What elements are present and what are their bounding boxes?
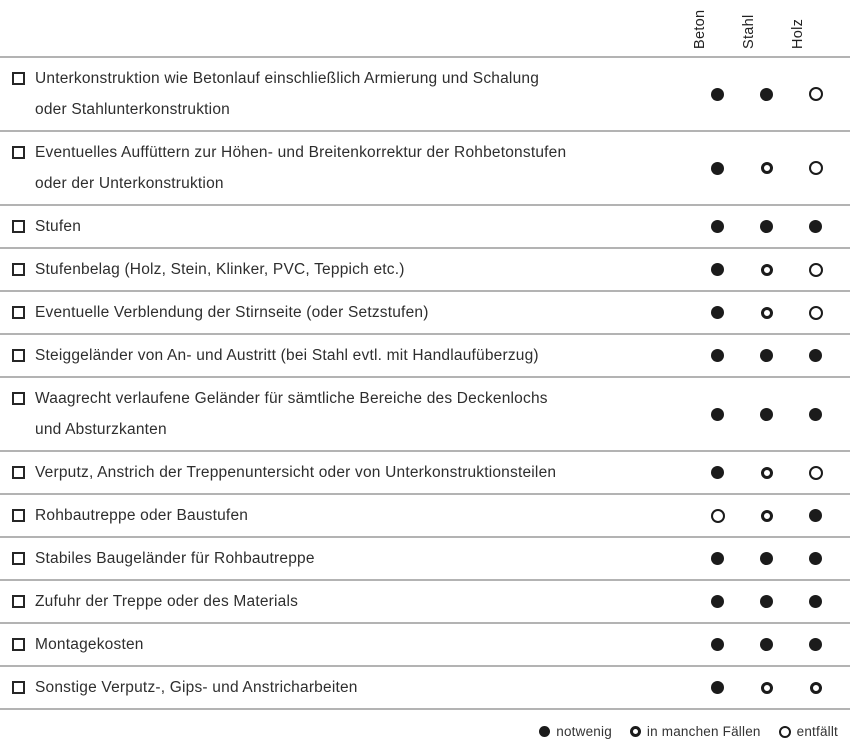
item-label-cell: [12, 543, 693, 574]
mark-cell-stahl: [742, 638, 791, 651]
item-label-cell: [12, 457, 693, 488]
notwendig-marker-icon: [809, 220, 822, 233]
item-label: [35, 586, 298, 617]
legend-label: in manchen Fällen: [646, 724, 761, 739]
table-row: [0, 493, 850, 536]
item-label-cell: [12, 340, 693, 371]
notwendig-marker-icon: [809, 349, 822, 362]
item-checkbox[interactable]: [12, 392, 25, 405]
item-marks: [693, 161, 840, 175]
item-label-cell: [12, 672, 693, 703]
table-row: [0, 622, 850, 665]
mark-cell-stahl: [742, 466, 791, 480]
item-marks: [693, 595, 840, 608]
legend-label: notwenig: [556, 724, 612, 739]
table-row: [0, 376, 850, 450]
mark-cell-beton: [693, 220, 742, 233]
item-marks: [693, 552, 840, 565]
entfaellt-marker-icon: [809, 161, 823, 175]
mark-cell-beton: [693, 466, 742, 480]
item-label: [35, 383, 548, 445]
mark-cell-stahl: [742, 681, 791, 694]
mark-cell-beton: [693, 161, 742, 175]
item-label-line: oder Stahlunterkonstruktion: [35, 101, 230, 118]
item-checkbox[interactable]: [12, 552, 25, 565]
notwendig-marker-icon: [711, 638, 724, 651]
mark-cell-holz: [791, 552, 840, 565]
manche-marker-icon: [761, 307, 773, 319]
mark-cell-stahl: [742, 408, 791, 421]
item-checkbox[interactable]: [12, 220, 25, 233]
item-checkbox[interactable]: [12, 72, 25, 85]
item-checkbox[interactable]: [12, 595, 25, 608]
notwendig-marker-icon: [760, 638, 773, 651]
entfaellt-marker-icon: [809, 263, 823, 277]
notwendig-marker-icon: [711, 88, 724, 101]
item-label: [35, 672, 358, 703]
notwendig-marker-icon: [539, 726, 550, 737]
item-marks: [693, 349, 840, 362]
notwendig-marker-icon: [711, 595, 724, 608]
item-label-cell: [12, 500, 693, 531]
item-marks: [693, 681, 840, 694]
table-row: [0, 450, 850, 493]
mark-cell-beton: [693, 509, 742, 523]
item-label-cell: [12, 383, 693, 445]
item-marks: [693, 87, 840, 101]
item-label-line: Eventuelles Auffüttern zur Höhen- und Breitenkorrektur der Rohbetonstufen: [35, 144, 567, 161]
table-row: [0, 130, 850, 204]
item-label-line: Stufen: [35, 218, 82, 235]
notwendig-marker-icon: [760, 88, 773, 101]
mark-cell-holz: [791, 638, 840, 651]
table-row: [0, 536, 850, 579]
table-row: [0, 56, 850, 130]
mark-cell-holz: [791, 87, 840, 101]
mark-cell-stahl: [742, 87, 791, 101]
item-checkbox[interactable]: [12, 681, 25, 694]
notwendig-marker-icon: [760, 220, 773, 233]
legend-label: entfällt: [796, 724, 838, 739]
table-row: [0, 665, 850, 710]
notwendig-marker-icon: [809, 408, 822, 421]
entfaellt-marker-icon: [809, 466, 823, 480]
mark-cell-holz: [791, 263, 840, 277]
item-checkbox[interactable]: [12, 638, 25, 651]
mark-cell-holz: [791, 681, 840, 694]
item-label: [35, 457, 556, 488]
notwendig-marker-icon: [760, 408, 773, 421]
table-row: [0, 333, 850, 376]
item-label-cell: [12, 297, 693, 328]
item-label-line: und Absturzkanten: [35, 421, 167, 438]
item-checkbox[interactable]: [12, 146, 25, 159]
item-checkbox[interactable]: [12, 306, 25, 319]
item-label-line: Zufuhr der Treppe oder des Materials: [35, 593, 299, 610]
item-marks: [693, 509, 840, 523]
mark-cell-beton: [693, 408, 742, 421]
notwendig-marker-icon: [711, 220, 724, 233]
item-label-cell: [12, 254, 693, 285]
mark-cell-stahl: [742, 220, 791, 233]
mark-cell-beton: [693, 349, 742, 362]
item-label-line: Waagrecht verlaufene Geländer für sämtliche Bereiche des Deckenlochs: [35, 390, 548, 407]
item-label-line: Stufenbelag (Holz, Stein, Klinker, PVC, Teppich etc.): [35, 261, 405, 278]
mark-cell-holz: [791, 408, 840, 421]
mark-cell-stahl: [742, 161, 791, 175]
mark-cell-beton: [693, 87, 742, 101]
manche-marker-icon: [761, 467, 773, 479]
entfaellt-marker-icon: [809, 306, 823, 320]
item-label-line: Unterkonstruktion wie Betonlauf einschließlich Armierung und Schalung: [35, 70, 540, 87]
manche-marker-icon: [761, 682, 773, 694]
item-marks: [693, 408, 840, 421]
table-row: [0, 290, 850, 333]
entfaellt-marker-icon: [779, 726, 791, 738]
notwendig-marker-icon: [760, 595, 773, 608]
mark-cell-holz: [791, 509, 840, 523]
item-label: [35, 340, 539, 371]
notwendig-marker-icon: [760, 349, 773, 362]
item-checkbox[interactable]: [12, 263, 25, 276]
notwendig-marker-icon: [711, 349, 724, 362]
item-label-line: Rohbautreppe oder Baustufen: [35, 507, 249, 524]
column-header-holz: Holz: [790, 18, 806, 49]
item-label-cell: [12, 586, 693, 617]
column-header-stahl: Stahl: [741, 14, 757, 49]
notwendig-marker-icon: [711, 681, 724, 694]
mark-cell-beton: [693, 595, 742, 608]
item-marks: [693, 638, 840, 651]
item-label: [35, 629, 144, 660]
table-row: [0, 204, 850, 247]
notwendig-marker-icon: [711, 552, 724, 565]
item-marks: [693, 306, 840, 320]
entfaellt-marker-icon: [711, 509, 725, 523]
mark-cell-holz: [791, 349, 840, 362]
entfaellt-marker-icon: [809, 87, 823, 101]
mark-cell-beton: [693, 306, 742, 320]
notwendig-marker-icon: [711, 408, 724, 421]
mark-cell-beton: [693, 638, 742, 651]
mark-cell-stahl: [742, 349, 791, 362]
legend: [0, 710, 850, 739]
legend-item: [630, 724, 761, 739]
item-checkbox[interactable]: [12, 509, 25, 522]
checklist-rows: [0, 56, 850, 710]
item-label-cell: [12, 137, 693, 199]
manche-marker-icon: [810, 682, 822, 694]
notwendig-marker-icon: [809, 595, 822, 608]
item-label-line: Sonstige Verputz-, Gips- und Anstricharbeiten: [35, 679, 358, 696]
item-label-line: oder der Unterkonstruktion: [35, 175, 224, 192]
mark-cell-holz: [791, 595, 840, 608]
notwendig-marker-icon: [711, 306, 724, 319]
notwendig-marker-icon: [809, 638, 822, 651]
mark-cell-stahl: [742, 552, 791, 565]
item-label: [35, 254, 405, 285]
mark-cell-beton: [693, 263, 742, 277]
mark-cell-holz: [791, 306, 840, 320]
item-marks: [693, 220, 840, 233]
item-marks: [693, 466, 840, 480]
manche-marker-icon: [761, 162, 773, 174]
notwendig-marker-icon: [711, 162, 724, 175]
item-label-cell: [12, 63, 693, 125]
item-label: [35, 63, 539, 125]
table-header: [0, 0, 850, 56]
notwendig-marker-icon: [711, 263, 724, 276]
mark-cell-holz: [791, 466, 840, 480]
column-header-beton: Beton: [692, 9, 708, 49]
item-label-line: Verputz, Anstrich der Treppenuntersicht oder von Unterkonstruktionsteilen: [35, 464, 557, 481]
item-label: [35, 500, 248, 531]
mark-cell-stahl: [742, 509, 791, 523]
mark-cell-holz: [791, 161, 840, 175]
item-checkbox[interactable]: [12, 466, 25, 479]
mark-cell-stahl: [742, 263, 791, 277]
item-label-cell: [12, 211, 693, 242]
item-marks: [693, 263, 840, 277]
item-label-line: Montagekosten: [35, 636, 144, 653]
notwendig-marker-icon: [760, 552, 773, 565]
item-label: [35, 297, 429, 328]
item-label-line: Steiggeländer von An- und Austritt (bei Stahl evtl. mit Handlaufüberzug): [35, 347, 539, 364]
notwendig-marker-icon: [711, 466, 724, 479]
legend-item: [539, 724, 612, 739]
mark-cell-stahl: [742, 595, 791, 608]
mark-cell-stahl: [742, 306, 791, 320]
item-checkbox[interactable]: [12, 349, 25, 362]
manche-marker-icon: [630, 726, 641, 737]
item-label: [35, 137, 566, 199]
item-label-cell: [12, 629, 693, 660]
table-row: [0, 247, 850, 290]
manche-marker-icon: [761, 264, 773, 276]
manche-marker-icon: [761, 510, 773, 522]
legend-item: [779, 724, 838, 739]
item-label-line: Eventuelle Verblendung der Stirnseite (oder Setzstufen): [35, 304, 429, 321]
item-label: [35, 543, 315, 574]
mark-cell-beton: [693, 552, 742, 565]
mark-cell-beton: [693, 681, 742, 694]
table-row: [0, 579, 850, 622]
item-label: [35, 211, 81, 242]
mark-cell-holz: [791, 220, 840, 233]
notwendig-marker-icon: [809, 552, 822, 565]
notwendig-marker-icon: [809, 509, 822, 522]
item-label-line: Stabiles Baugeländer für Rohbautreppe: [35, 550, 315, 567]
